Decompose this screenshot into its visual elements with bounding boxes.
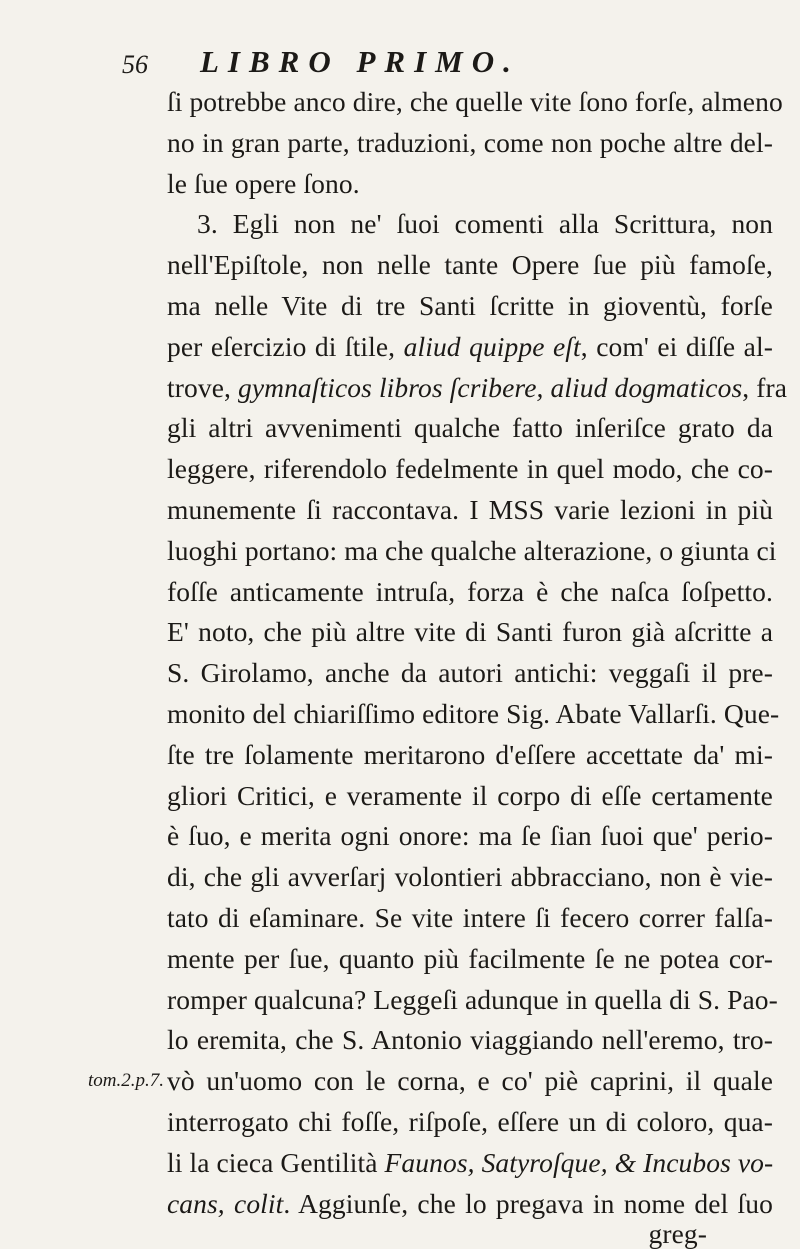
- text-line: luoghi portano: ma che qualche alterazione, o giunta ci: [167, 534, 777, 566]
- page-number: 56: [122, 50, 148, 79]
- text-line: le ſue opere ſono.: [167, 167, 360, 199]
- text-line: ſi potrebbe anco dire, che quelle vite ſono forſe, almeno: [167, 86, 783, 117]
- text-line: lo eremita, che S. Antonio viaggiando nell'eremo, tro-: [167, 1024, 773, 1056]
- text-line: li la cieca Gentilità Faunos, Satyroſque, & Incubos vo-: [167, 1146, 774, 1178]
- text-line: per eſercizio di ſtile, aliud quippe eſt, com' ei diſſe al-: [167, 330, 773, 362]
- text-line: ma nelle Vite di tre Santi ſcritte in gioventù, forſe: [167, 289, 773, 321]
- catchword: greg-: [648, 1218, 707, 1249]
- text-line: 3. Egli non ne' ſuoi comenti alla Scrittura, non: [197, 208, 773, 240]
- text-line: E' noto, che più altre vite di Santi furon già aſcritte a: [167, 616, 773, 648]
- body-text: [167, 82, 788, 1249]
- running-head: LIBRO PRIMO.: [200, 44, 520, 79]
- text-line: vò un'uomo con le corna, e co' piè caprini, il quale: [167, 1065, 773, 1097]
- text-line: cans, colit. Aggiunſe, che lo pregava in nome del ſuo: [167, 1187, 773, 1219]
- text-line: ſte tre ſolamente meritarono d'eſſere accettate da' mi-: [167, 738, 773, 770]
- text-line: munemente ſi raccontava. I MSS varie lezioni in più: [167, 493, 773, 525]
- text-line: tato di eſaminare. Se vite intere ſi fecero correr falſa-: [167, 901, 773, 933]
- text-line: è ſuo, e merita ogni onore: ma ſe ſian ſuoi que' perio-: [167, 820, 773, 852]
- text-line: gliori Critici, e veramente il corpo di eſſe certamente: [167, 779, 773, 811]
- text-line: di, che gli avverſarj volontieri abbracciano, non è vie-: [167, 861, 773, 893]
- text-line: trove, gymnaſticos libros ſcribere, aliud dogmaticos, fra: [167, 371, 788, 403]
- text-line: nell'Epiſtole, non nelle tante Opere ſue più famoſe,: [167, 249, 773, 281]
- text-line: no in gran parte, traduzioni, come non poche altre del-: [167, 126, 773, 158]
- text-line: S. Girolamo, anche da autori antichi: veggaſi il pre-: [167, 657, 773, 689]
- text-line: leggere, riferendolo fedelmente in quel modo, che co-: [167, 453, 773, 485]
- margin-note: tom.2.p.7.: [88, 1070, 164, 1091]
- text-line: monito del chiariſſimo editore Sig. Abate Vallarſi. Que-: [167, 697, 780, 729]
- text-line: romper qualcuna? Leggeſi adunque in quella di S. Pao-: [167, 983, 778, 1015]
- text-line: gli altri avvenimenti qualche fatto inſeriſce grato da: [167, 412, 773, 444]
- text-line: foſſe anticamente intruſa, forza è che naſca ſoſpetto.: [167, 575, 773, 607]
- text-line: interrogato chi foſſe, riſpoſe, eſſere un di coloro, qua-: [167, 1105, 773, 1137]
- text-line: mente per ſue, quanto più facilmente ſe ne potea cor-: [167, 942, 773, 974]
